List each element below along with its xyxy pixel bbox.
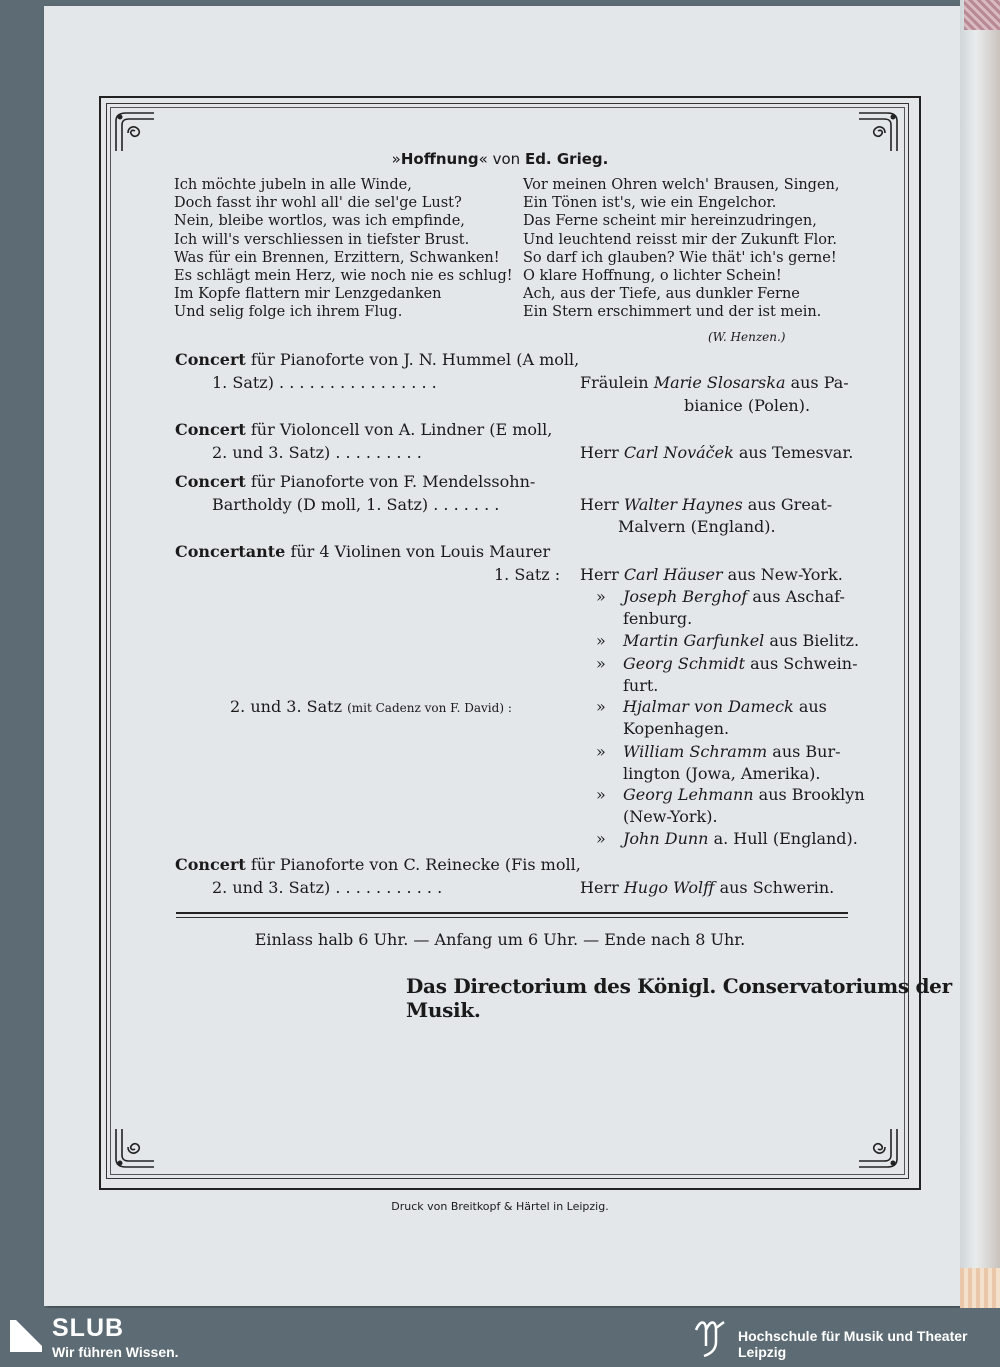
performer-origin: aus Bielitz.: [764, 631, 860, 650]
performer-origin: aus: [793, 697, 827, 716]
binding-top: [964, 0, 1000, 30]
work-type: Concert: [175, 350, 246, 369]
program-item-heading: [175, 348, 579, 371]
work-type: Concertante: [175, 542, 286, 561]
program-item-movement: [212, 876, 442, 899]
performer-name: Marie Slosarska: [653, 373, 786, 392]
program-item-heading: [175, 418, 552, 441]
event-times: Einlass halb 6 Uhr. — Anfang um 6 Uhr. — Ende nach 8 Uhr.: [254, 930, 746, 949]
work-type: Concert: [175, 472, 246, 491]
movement: Bartholdy (D moll, 1. Satz): [212, 495, 429, 514]
poem-stanza-left: [174, 176, 513, 322]
ditto-mark: »: [596, 785, 606, 804]
performer-name: Hugo Wolff: [623, 878, 715, 897]
poem-line: Vor meinen Ohren welch' Brausen, Singen,: [523, 177, 840, 193]
performer-name: Joseph Berghof: [623, 587, 748, 606]
work-description: für 4 Violinen von Louis Maurer: [285, 542, 551, 561]
movement-label: 2. und 3. Satz: [230, 697, 342, 716]
work-description: für Pianoforte von J. N. Hummel (A moll,: [245, 350, 580, 369]
program-item-movement: [212, 441, 422, 464]
poem-line: So darf ich glauben? Wie thät' ich's gerne!: [523, 249, 837, 266]
poem-author: (W. Henzen.): [708, 330, 786, 344]
performer: [623, 695, 827, 718]
work-description: für Pianoforte von F. Mendelssohn-: [245, 472, 536, 491]
movement: 2. und 3. Satz): [212, 443, 331, 462]
performer: [580, 371, 849, 394]
performer-origin-cont: (New-York).: [623, 807, 718, 826]
hfm-logo-icon[interactable]: [692, 1316, 728, 1360]
performer-name: Martin Garfunkel: [623, 631, 765, 650]
ditto-mark: »: [596, 829, 606, 848]
performer-name: John Dunn: [623, 829, 709, 848]
slub-logo-icon[interactable]: [10, 1320, 42, 1352]
poem-composer: Ed. Grieg.: [524, 150, 609, 168]
leader-dots: . . . . . . . . . . .: [335, 878, 443, 897]
movement: 2. und 3. Satz): [212, 878, 331, 897]
performer-origin-cont: fenburg.: [623, 609, 693, 628]
performer-title: Herr: [580, 565, 624, 584]
poem-line: Ein Tönen ist's, wie ein Engelchor.: [523, 195, 777, 212]
poem-line: Und selig folge ich ihrem Flug.: [174, 304, 403, 321]
program-item-heading: [175, 470, 535, 493]
work-type: Concert: [175, 420, 246, 439]
poem-line: Doch fasst ihr wohl all' die sel'ge Lust?: [174, 195, 462, 212]
poem-line: O klare Hoffnung, o lichter Schein!: [523, 268, 782, 285]
leader-dots: . . . . . . .: [433, 495, 500, 514]
quote-close: «: [478, 150, 488, 168]
poem-heading: [0, 150, 1000, 168]
slub-name[interactable]: SLUB: [52, 1314, 125, 1342]
leader-dots: . . . . . . . . . . . . . . . .: [279, 373, 437, 392]
performer: [623, 740, 841, 763]
performer-title: Fräulein: [580, 373, 654, 392]
poem-line: Im Kopfe flattern mir Lenzgedanken: [174, 286, 442, 303]
work-description: für Pianoforte von C. Reinecke (Fis moll,: [245, 855, 581, 874]
performer-title: Herr: [580, 443, 624, 462]
binding-bottom: [960, 1268, 1000, 1308]
performer-origin-cont: lington (Jowa, Amerika).: [623, 764, 821, 783]
corner-ornament-bottom-right: [855, 1125, 901, 1171]
divider-rule: [176, 912, 848, 914]
ditto-mark: »: [596, 697, 606, 716]
hfm-name[interactable]: Hochschule für Musik und Theater Leipzig: [738, 1328, 968, 1360]
performer-origin: aus Temesvar.: [733, 443, 854, 462]
performer-origin: aus New-York.: [722, 565, 843, 584]
printer-imprint: Druck von Breitkopf & Härtel in Leipzig.: [391, 1200, 609, 1213]
work-type: Concert: [175, 855, 246, 874]
performer-origin-cont: furt.: [623, 676, 659, 695]
poem-line: Und leuchtend reisst mir der Zukunft Flor.: [523, 231, 837, 248]
performer: [580, 876, 834, 899]
performer-name: William Schramm: [623, 742, 768, 761]
performer: [580, 441, 853, 464]
performer-name: Georg Schmidt: [623, 654, 746, 673]
poem-line: Ach, aus der Tiefe, aus dunkler Ferne: [523, 286, 800, 303]
performer-origin: aus Bur-: [767, 742, 841, 761]
performer: [580, 563, 843, 586]
movement-note: (mit Cadenz von F. David) :: [347, 701, 512, 715]
performer-origin-cont: Kopenhagen.: [623, 719, 730, 738]
poem-line: Nein, bleibe wortlos, was ich empfinde,: [174, 213, 465, 230]
ditto-mark: »: [596, 654, 606, 673]
performer-origin-cont: Malvern (England).: [618, 517, 776, 536]
adjacent-page-edge: [960, 0, 1000, 1308]
performer-origin: aus Brooklyn: [753, 785, 865, 804]
program-item-movement: [212, 493, 499, 516]
directorate-signature: Das Directorium des Königl. Conservatoriums der Musik.: [406, 974, 952, 1022]
movement: [230, 695, 512, 720]
performer-name: Carl Nováček: [623, 443, 734, 462]
performer-origin: aus Pa-: [785, 373, 849, 392]
corner-ornament-bottom-left: [112, 1125, 158, 1171]
performer-origin: aus Great-: [742, 495, 833, 514]
poem-stanza-right: [523, 176, 840, 322]
poem-title: Hoffnung: [400, 150, 479, 168]
slub-tagline: Wir führen Wissen.: [52, 1344, 179, 1360]
corner-ornament-top-left: [112, 109, 158, 155]
poem-by: von: [492, 150, 521, 168]
performer-origin: aus Schwein-: [745, 654, 858, 673]
performer: [623, 629, 859, 652]
program-item-heading: [175, 540, 550, 563]
performer-title: Herr: [580, 878, 624, 897]
movement: 1. Satz :: [494, 565, 561, 584]
performer: [623, 783, 865, 806]
poem-line: Ein Stern erschimmert und der ist mein.: [523, 304, 822, 321]
performer-name: Georg Lehmann: [623, 785, 754, 804]
ditto-mark: »: [596, 587, 606, 606]
performer-name: Hjalmar von Dameck: [623, 697, 794, 716]
performer-origin: a. Hull (England).: [708, 829, 858, 848]
movement: 1. Satz): [212, 373, 274, 392]
ditto-mark: »: [596, 742, 606, 761]
performer: [623, 652, 858, 675]
poem-line: Es schlägt mein Herz, wie noch nie es schlug!: [174, 268, 513, 285]
poem-line: Ich will's verschliessen in tiefster Brust.: [174, 231, 470, 248]
viewer-footer-bar: [0, 1308, 1000, 1367]
quote-open: »: [391, 150, 401, 168]
work-description: für Violoncell von A. Lindner (E moll,: [245, 420, 553, 439]
performer-origin: aus Aschaf-: [747, 587, 845, 606]
poem-line: Ich möchte jubeln in alle Winde,: [174, 177, 412, 193]
performer-name: Walter Haynes: [623, 495, 743, 514]
performer: [580, 493, 832, 516]
poem-line: Das Ferne scheint mir hereinzudringen,: [523, 213, 817, 230]
performer: [623, 585, 845, 608]
performer-origin-cont: bianice (Polen).: [684, 396, 811, 415]
corner-ornament-top-right: [855, 109, 901, 155]
program-item-heading: [175, 853, 581, 876]
performer: [623, 827, 858, 850]
performer-name: Carl Häuser: [623, 565, 723, 584]
ditto-mark: »: [596, 631, 606, 650]
poem-line: Was für ein Brennen, Erzittern, Schwanken!: [174, 249, 500, 266]
performer-title: Herr: [580, 495, 624, 514]
performer-origin: aus Schwerin.: [714, 878, 835, 897]
program-item-movement: [212, 371, 437, 394]
leader-dots: . . . . . . . . .: [335, 443, 422, 462]
divider-rule-thin: [176, 917, 848, 918]
